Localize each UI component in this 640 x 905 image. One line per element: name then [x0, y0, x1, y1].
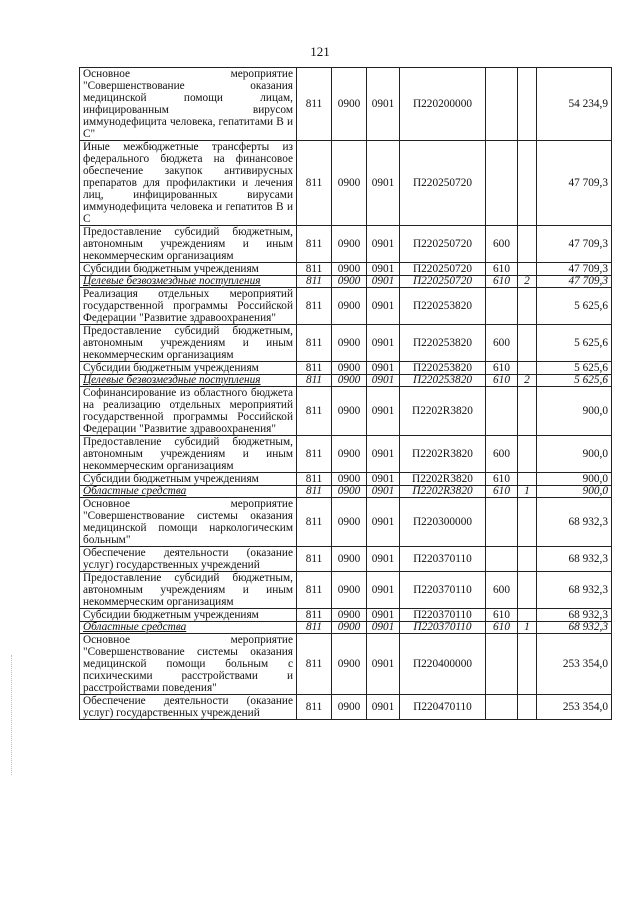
- budget-table: [79, 67, 612, 720]
- funding-source-code-cell: [518, 547, 537, 572]
- subsection-code-cell: 0901: [367, 362, 400, 375]
- table-row: [80, 695, 612, 720]
- row-name-cell: Предоставление субсидий бюджетным, автономным учреждениям и иным некоммерческим организациям: [80, 325, 297, 362]
- target-article-code-cell: П220370110: [400, 572, 486, 609]
- table-row: [80, 325, 612, 362]
- expense-type-code-cell: 610: [486, 263, 518, 276]
- admin-code-cell: 811: [297, 362, 332, 375]
- target-article-code-cell: П220370110: [400, 622, 486, 634]
- expense-type-code-cell: [486, 68, 518, 141]
- row-name-cell: Целевые безвозмездные поступления: [80, 276, 297, 288]
- target-article-code-cell: П2202R3820: [400, 436, 486, 473]
- section-code-cell: 0900: [332, 288, 367, 325]
- subsection-code-cell: 0901: [367, 486, 400, 498]
- amount-cell: 5 625,6: [537, 325, 612, 362]
- admin-code-cell: 811: [297, 375, 332, 387]
- row-name-cell: Обеспечение деятельности (оказание услуг) государственных учреждений: [80, 695, 297, 720]
- subsection-code-cell: 0901: [367, 498, 400, 547]
- row-name-cell: Целевые безвозмездные поступления: [80, 375, 297, 387]
- funding-source-code-cell: 1: [518, 486, 537, 498]
- amount-cell: 900,0: [537, 473, 612, 486]
- target-article-code-cell: П220250720: [400, 226, 486, 263]
- funding-source-code-cell: [518, 387, 537, 436]
- section-code-cell: 0900: [332, 634, 367, 695]
- table-row-funding-source: [80, 276, 612, 288]
- page-number: 121: [310, 44, 330, 59]
- target-article-code-cell: П220253820: [400, 325, 486, 362]
- funding-source-code-cell: [518, 695, 537, 720]
- expense-type-code-cell: 610: [486, 486, 518, 498]
- admin-code-cell: 811: [297, 141, 332, 226]
- funding-source-code-cell: [518, 634, 537, 695]
- subsection-code-cell: 0901: [367, 68, 400, 141]
- expense-type-code-cell: 610: [486, 276, 518, 288]
- section-code-cell: 0900: [332, 473, 367, 486]
- row-name-cell: Субсидии бюджетным учреждениям: [80, 263, 297, 276]
- row-name-cell: Предоставление субсидий бюджетным, автономным учреждениям и иным некоммерческим организациям: [80, 572, 297, 609]
- table-row: [80, 226, 612, 263]
- subsection-code-cell: 0901: [367, 288, 400, 325]
- admin-code-cell: 811: [297, 486, 332, 498]
- subsection-code-cell: 0901: [367, 325, 400, 362]
- row-name-cell: Субсидии бюджетным учреждениям: [80, 609, 297, 622]
- target-article-code-cell: П220370110: [400, 609, 486, 622]
- table-row: [80, 634, 612, 695]
- section-code-cell: 0900: [332, 547, 367, 572]
- amount-cell: 68 932,3: [537, 609, 612, 622]
- table-row-funding-source: [80, 375, 612, 387]
- subsection-code-cell: 0901: [367, 141, 400, 226]
- target-article-code-cell: П2202R3820: [400, 387, 486, 436]
- admin-code-cell: 811: [297, 68, 332, 141]
- admin-code-cell: 811: [297, 263, 332, 276]
- row-name-cell: Реализация отдельных мероприятий государственной программы Российской Федерации "Развитие здравоохранения": [80, 288, 297, 325]
- admin-code-cell: 811: [297, 695, 332, 720]
- admin-code-cell: 811: [297, 622, 332, 634]
- row-name-cell: Обеспечение деятельности (оказание услуг) государственных учреждений: [80, 547, 297, 572]
- section-code-cell: 0900: [332, 486, 367, 498]
- section-code-cell: 0900: [332, 263, 367, 276]
- expense-type-code-cell: 610: [486, 473, 518, 486]
- subsection-code-cell: 0901: [367, 634, 400, 695]
- target-article-code-cell: П2202R3820: [400, 473, 486, 486]
- table-row: [80, 547, 612, 572]
- table-row: [80, 387, 612, 436]
- expense-type-code-cell: [486, 141, 518, 226]
- admin-code-cell: 811: [297, 276, 332, 288]
- section-code-cell: 0900: [332, 387, 367, 436]
- row-name-cell: Софинансирование из областного бюджета на реализацию отдельных мероприятий государственной программы Российской Федерации "Развитие здравоохранения": [80, 387, 297, 436]
- table-row: [80, 288, 612, 325]
- funding-source-code-cell: [518, 226, 537, 263]
- expense-type-code-cell: [486, 498, 518, 547]
- admin-code-cell: 811: [297, 436, 332, 473]
- subsection-code-cell: 0901: [367, 473, 400, 486]
- admin-code-cell: 811: [297, 288, 332, 325]
- expense-type-code-cell: [486, 387, 518, 436]
- row-name-cell: Иные межбюджетные трансферты из федерального бюджета на финансовое обеспечение закупок антивирусных препаратов для профилактики и лечения лиц, инфицированных вирусами иммунодефицита человека и гепатитов В и С: [80, 141, 297, 226]
- target-article-code-cell: П220250720: [400, 263, 486, 276]
- target-article-code-cell: П220400000: [400, 634, 486, 695]
- amount-cell: 47 709,3: [537, 263, 612, 276]
- amount-cell: 5 625,6: [537, 288, 612, 325]
- target-article-code-cell: П220250720: [400, 141, 486, 226]
- admin-code-cell: 811: [297, 572, 332, 609]
- section-code-cell: 0900: [332, 498, 367, 547]
- expense-type-code-cell: 600: [486, 572, 518, 609]
- expense-type-code-cell: [486, 634, 518, 695]
- subsection-code-cell: 0901: [367, 436, 400, 473]
- admin-code-cell: 811: [297, 634, 332, 695]
- table-row: [80, 263, 612, 276]
- subsection-code-cell: 0901: [367, 387, 400, 436]
- amount-cell: 900,0: [537, 387, 612, 436]
- amount-cell: 5 625,6: [537, 375, 612, 387]
- amount-cell: 68 932,3: [537, 572, 612, 609]
- expense-type-code-cell: 610: [486, 362, 518, 375]
- amount-cell: 47 709,3: [537, 226, 612, 263]
- expense-type-code-cell: [486, 695, 518, 720]
- expense-type-code-cell: 600: [486, 436, 518, 473]
- subsection-code-cell: 0901: [367, 572, 400, 609]
- row-name-cell: Основное мероприятие "Совершенствование системы оказания медицинской помощи наркологическим больным": [80, 498, 297, 547]
- expense-type-code-cell: 600: [486, 325, 518, 362]
- amount-cell: 5 625,6: [537, 362, 612, 375]
- subsection-code-cell: 0901: [367, 375, 400, 387]
- funding-source-code-cell: [518, 141, 537, 226]
- target-article-code-cell: П220250720: [400, 276, 486, 288]
- table-row: [80, 498, 612, 547]
- table-row: [80, 572, 612, 609]
- expense-type-code-cell: [486, 547, 518, 572]
- table-row: [80, 68, 612, 141]
- section-code-cell: 0900: [332, 622, 367, 634]
- row-name-cell: Предоставление субсидий бюджетным, автономным учреждениям и иным некоммерческим организациям: [80, 436, 297, 473]
- table-row-funding-source: [80, 622, 612, 634]
- target-article-code-cell: П220253820: [400, 362, 486, 375]
- admin-code-cell: 811: [297, 325, 332, 362]
- funding-source-code-cell: [518, 263, 537, 276]
- funding-source-code-cell: [518, 362, 537, 375]
- row-name-cell: Областные средства: [80, 622, 297, 634]
- funding-source-code-cell: [518, 473, 537, 486]
- admin-code-cell: 811: [297, 498, 332, 547]
- table-row-funding-source: [80, 486, 612, 498]
- amount-cell: 68 932,3: [537, 547, 612, 572]
- subsection-code-cell: 0901: [367, 695, 400, 720]
- amount-cell: 900,0: [537, 436, 612, 473]
- expense-type-code-cell: 600: [486, 226, 518, 263]
- funding-source-code-cell: [518, 609, 537, 622]
- target-article-code-cell: П220200000: [400, 68, 486, 141]
- target-article-code-cell: П220253820: [400, 288, 486, 325]
- expense-type-code-cell: 610: [486, 622, 518, 634]
- amount-cell: 47 709,3: [537, 276, 612, 288]
- row-name-cell: Основное мероприятие "Совершенствование оказания медицинской помощи лицам, инфицированным вирусом иммунодефицита человека, гепатитами В и С": [80, 68, 297, 141]
- section-code-cell: 0900: [332, 695, 367, 720]
- expense-type-code-cell: 610: [486, 609, 518, 622]
- amount-cell: 253 354,0: [537, 634, 612, 695]
- funding-source-code-cell: 2: [518, 375, 537, 387]
- row-name-cell: Предоставление субсидий бюджетным, автономным учреждениям и иным некоммерческим организациям: [80, 226, 297, 263]
- target-article-code-cell: П220300000: [400, 498, 486, 547]
- row-name-cell: Субсидии бюджетным учреждениям: [80, 362, 297, 375]
- amount-cell: 54 234,9: [537, 68, 612, 141]
- table-row: [80, 141, 612, 226]
- row-name-cell: Областные средства: [80, 486, 297, 498]
- amount-cell: 900,0: [537, 486, 612, 498]
- funding-source-code-cell: 1: [518, 622, 537, 634]
- amount-cell: 68 932,3: [537, 498, 612, 547]
- section-code-cell: 0900: [332, 609, 367, 622]
- funding-source-code-cell: [518, 572, 537, 609]
- expense-type-code-cell: [486, 288, 518, 325]
- amount-cell: 253 354,0: [537, 695, 612, 720]
- section-code-cell: 0900: [332, 68, 367, 141]
- target-article-code-cell: П220370110: [400, 547, 486, 572]
- target-article-code-cell: П220253820: [400, 375, 486, 387]
- admin-code-cell: 811: [297, 226, 332, 263]
- admin-code-cell: 811: [297, 547, 332, 572]
- table-row: [80, 362, 612, 375]
- section-code-cell: 0900: [332, 362, 367, 375]
- admin-code-cell: 811: [297, 473, 332, 486]
- table-row: [80, 436, 612, 473]
- section-code-cell: 0900: [332, 276, 367, 288]
- section-code-cell: 0900: [332, 436, 367, 473]
- amount-cell: 68 932,3: [537, 622, 612, 634]
- funding-source-code-cell: [518, 436, 537, 473]
- subsection-code-cell: 0901: [367, 609, 400, 622]
- table-row: [80, 609, 612, 622]
- funding-source-code-cell: 2: [518, 276, 537, 288]
- subsection-code-cell: 0901: [367, 226, 400, 263]
- margin-marks: [11, 655, 14, 775]
- admin-code-cell: 811: [297, 387, 332, 436]
- expense-type-code-cell: 610: [486, 375, 518, 387]
- funding-source-code-cell: [518, 498, 537, 547]
- funding-source-code-cell: [518, 288, 537, 325]
- subsection-code-cell: 0901: [367, 622, 400, 634]
- amount-cell: 47 709,3: [537, 141, 612, 226]
- subsection-code-cell: 0901: [367, 276, 400, 288]
- budget-table-body: [80, 68, 612, 720]
- row-name-cell: Основное мероприятие "Совершенствование системы оказания медицинской помощи больным с психическими расстройствами и расстройствами поведения": [80, 634, 297, 695]
- section-code-cell: 0900: [332, 226, 367, 263]
- section-code-cell: 0900: [332, 141, 367, 226]
- funding-source-code-cell: [518, 68, 537, 141]
- target-article-code-cell: П2202R3820: [400, 486, 486, 498]
- row-name-cell: Субсидии бюджетным учреждениям: [80, 473, 297, 486]
- admin-code-cell: 811: [297, 609, 332, 622]
- subsection-code-cell: 0901: [367, 263, 400, 276]
- target-article-code-cell: П220470110: [400, 695, 486, 720]
- section-code-cell: 0900: [332, 572, 367, 609]
- funding-source-code-cell: [518, 325, 537, 362]
- subsection-code-cell: 0901: [367, 547, 400, 572]
- section-code-cell: 0900: [332, 375, 367, 387]
- section-code-cell: 0900: [332, 325, 367, 362]
- table-row: [80, 473, 612, 486]
